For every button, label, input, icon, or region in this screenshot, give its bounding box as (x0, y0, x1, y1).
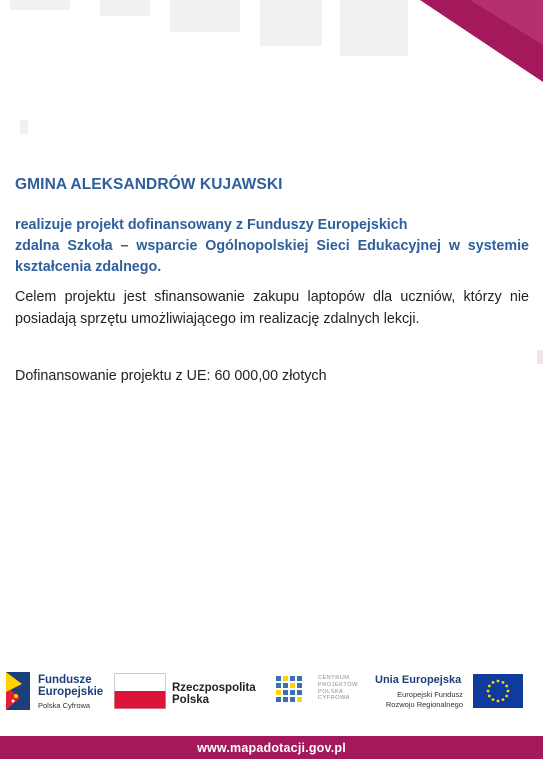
page-title: GMINA ALEKSANDRÓW KUJAWSKI (15, 176, 283, 193)
footer-bar (0, 736, 543, 759)
cppc-line-1: CENTRUM (318, 675, 350, 681)
cppc-logo-text (318, 675, 358, 702)
eu-star (497, 680, 500, 683)
logo-strip (0, 660, 543, 722)
rp-line-2: Polska (172, 694, 210, 706)
polish-flag-icon (114, 673, 166, 709)
eu-star (488, 695, 491, 698)
eu-star (502, 698, 505, 701)
centrum-projektow-logo-icon (272, 672, 312, 712)
rp-line-1: Rzeczpospolita (172, 682, 256, 694)
header-decoration (0, 0, 543, 145)
eu-star (502, 681, 505, 684)
eu-star (507, 690, 510, 693)
cppc-line-2: PROJEKTÓW (318, 681, 358, 688)
eu-star (497, 700, 500, 703)
funding-amount: Dofinansowanie projektu z UE: 60 000,00 złotych (15, 368, 327, 384)
lead-line-2: zdalna Szkoła – wsparcie Ogólnopolskiej Sieci Edukacyjnej w systemie (15, 238, 529, 254)
project-description: Celem projektu jest sfinansowanie zakupu laptopów dla uczniów, którzy nie posiadają sprzętu umożliwiającego im realizację zdalnych lekcji. (15, 289, 529, 327)
eu-star (505, 695, 508, 698)
lead-line-1: realizuje projekt dofinansowany z Funduszy Europejskich (15, 217, 408, 233)
footer-url[interactable]: www.mapadotacji.gov.pl (197, 740, 346, 755)
eu-flag-icon (473, 674, 523, 708)
cppc-line-3: POLSKA (318, 688, 344, 695)
eu-star (492, 681, 495, 684)
lead-line-3: kształcenia zdalnego. (15, 259, 162, 275)
project-lead (15, 215, 529, 278)
ue-sub-2: Rozwoju Regionalnego (385, 700, 463, 709)
eu-star (505, 685, 508, 688)
magenta-wedge (0, 0, 543, 145)
fe-sub: Polska Cyfrowa (38, 701, 91, 710)
fe-line-1: Fundusze (38, 674, 92, 686)
ue-sub (375, 690, 463, 710)
eu-star (492, 698, 495, 701)
rp-logo-text (172, 682, 256, 706)
cppc-line-4: CYFROWA (318, 695, 350, 702)
fundusze-europejskie-logo-icon (4, 670, 34, 712)
ue-sub-1: Europejski Fundusz (397, 690, 463, 699)
ue-title: Unia Europejska (375, 674, 462, 686)
eu-star (488, 685, 491, 688)
fe-logo-text (38, 674, 103, 698)
side-decoration (537, 350, 543, 364)
eu-star (487, 690, 490, 693)
fe-line-2: Europejskie (38, 686, 104, 698)
